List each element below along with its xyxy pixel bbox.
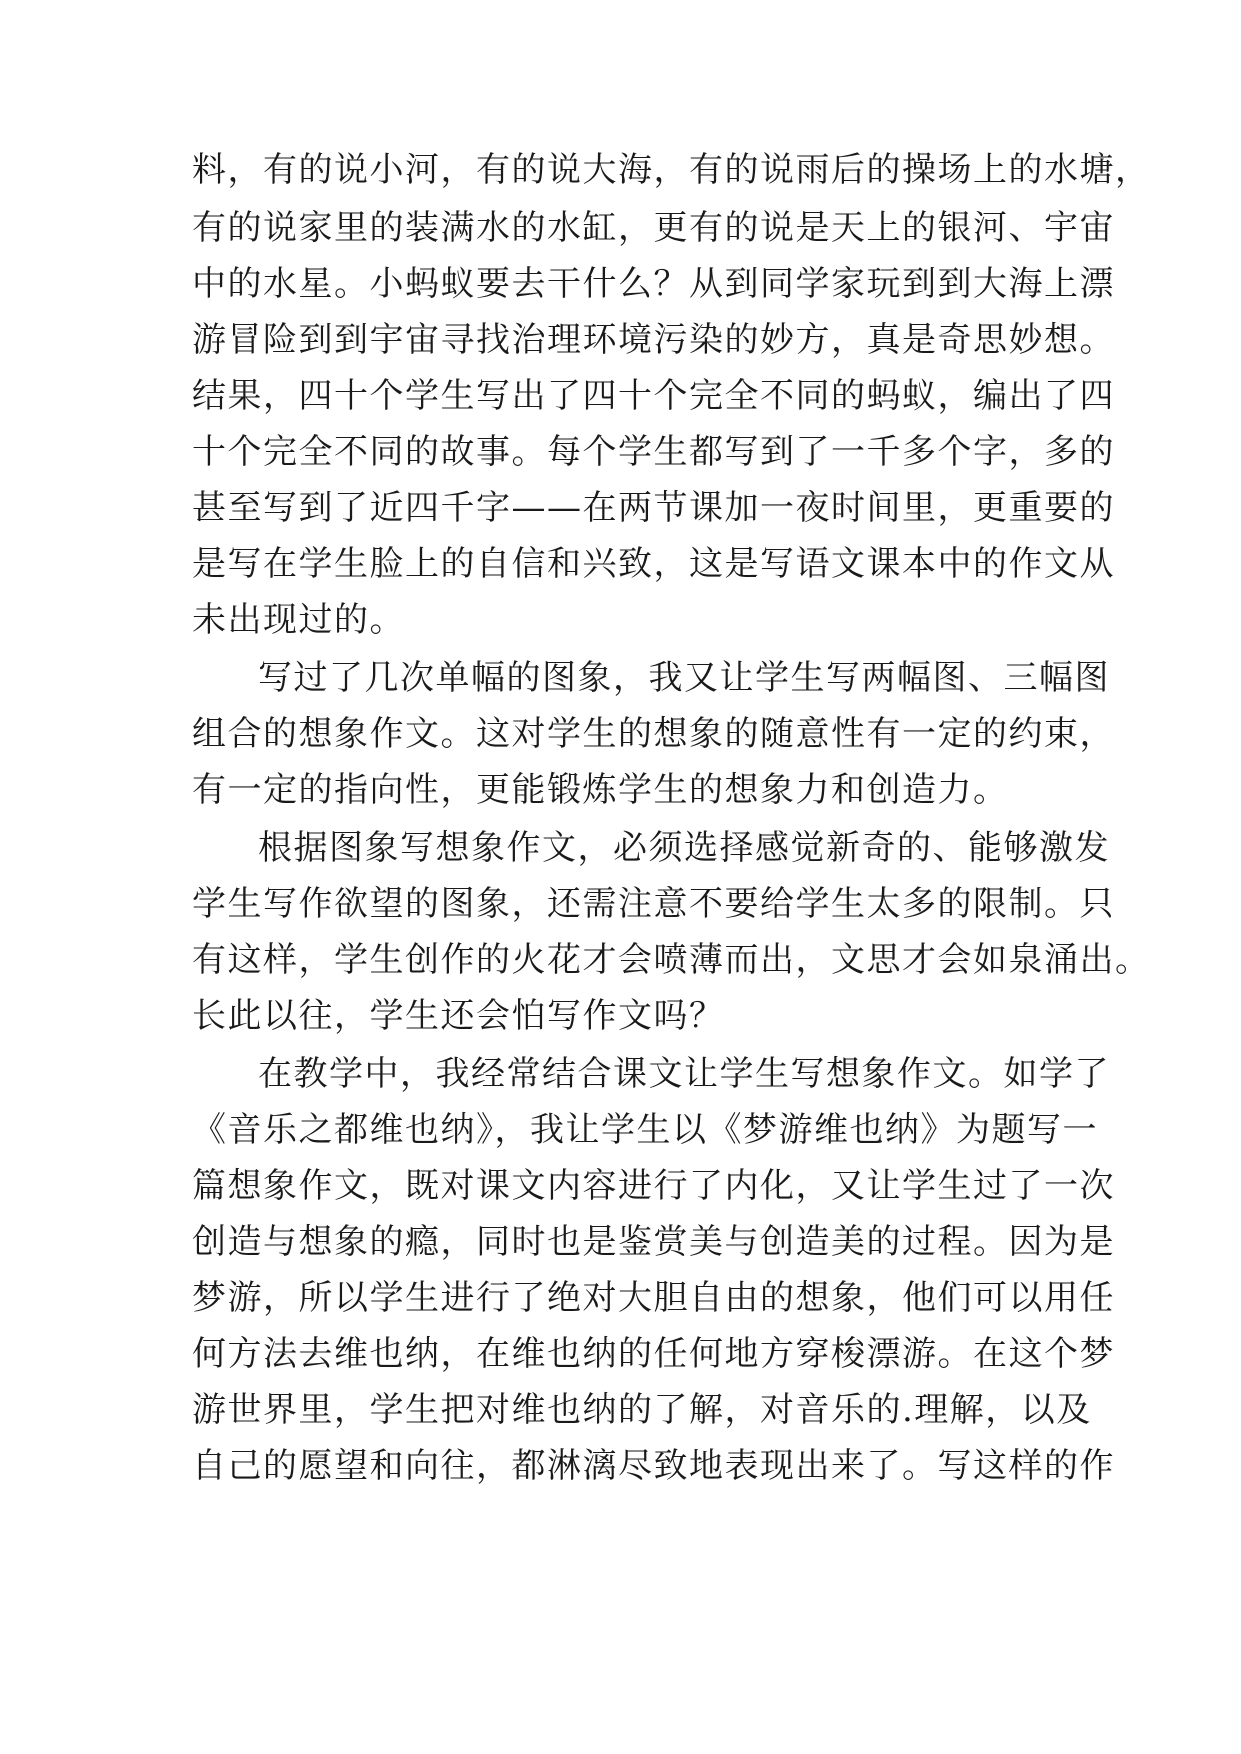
text-line: 梦游，所以学生进行了绝对大胆自由的想象，他们可以用任 [192,1278,1115,1318]
text-line: 组合的想象作文。这对学生的想象的随意性有一定的约束， [192,714,1115,754]
text-line: 《音乐之都维也纳》，我让学生以《梦游维也纳》为题写一 [192,1110,1098,1150]
text-line: 是写在学生脸上的自信和兴致，这是写语文课本中的作文从 [192,544,1115,584]
text-line: 十个完全不同的故事。每个学生都写到了一千多个字，多的 [192,432,1115,472]
text-line: 游冒险到到宇宙寻找治理环境污染的妙方，真是奇思妙想。 [192,320,1115,360]
text-line: 创造与想象的瘾，同时也是鉴赏美与创造美的过程。因为是 [192,1222,1115,1262]
text-line: 料，有的说小河，有的说大海，有的说雨后的操场上的水塘， [192,150,1151,190]
text-line: 有这样，学生创作的火花才会喷薄而出，文思才会如泉涌出。 [192,940,1151,980]
text-line: 未出现过的。 [192,600,405,640]
text-line: 有一定的指向性，更能锻炼学生的想象力和创造力。 [192,770,1009,810]
text-line: 长此以往，学生还会怕写作文吗？ [192,996,725,1036]
paragraph-start: 根据图象写想象作文，必须选择感觉新奇的、能够激发 [258,828,1110,868]
text-line: 学生写作欲望的图象，还需注意不要给学生太多的限制。只 [192,884,1115,924]
text-line: 有的说家里的装满水的水缸，更有的说是天上的银河、宇宙 [192,208,1115,248]
text-line: 中的水星。小蚂蚁要去干什么？从到同学家玩到到大海上漂 [192,264,1115,304]
paragraph-start: 写过了几次单幅的图象，我又让学生写两幅图、三幅图 [258,658,1110,698]
text-line: 自己的愿望和向往，都淋漓尽致地表现出来了。写这样的作 [192,1446,1115,1486]
text-line: 游世界里，学生把对维也纳的了解，对音乐的.理解，以及 [192,1390,1092,1430]
text-line: 结果，四十个学生写出了四十个完全不同的蚂蚁，编出了四 [192,376,1115,416]
text-line: 甚至写到了近四千字——在两节课加一夜时间里，更重要的 [192,488,1115,528]
paragraph-start: 在教学中，我经常结合课文让学生写想象作文。如学了 [258,1054,1110,1094]
text-line: 何方法去维也纳，在维也纳的任何地方穿梭漂游。在这个梦 [192,1334,1115,1374]
text-line: 篇想象作文，既对课文内容进行了内化，又让学生过了一次 [192,1166,1115,1206]
